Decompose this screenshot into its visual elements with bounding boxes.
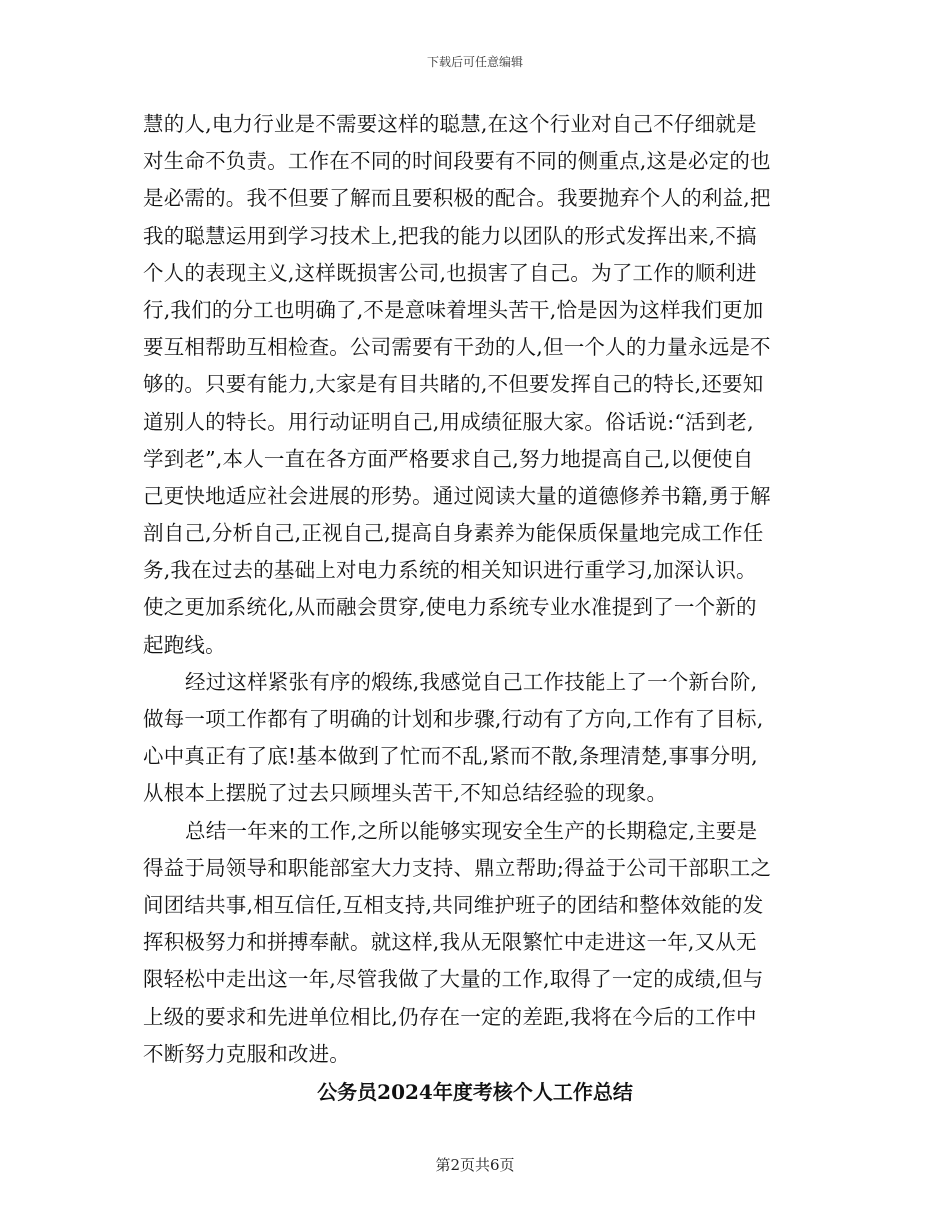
text-line: 慧的人,电力行业是不需要这样的聪慧,在这个行业对自己不仔细就是 (143, 112, 757, 136)
text-line: 个人的表现主义,这样既损害公司,也损害了自己。为了工作的顺利进 (143, 260, 757, 285)
text-line: 限轻松中走出这一年,尽管我做了大量的工作,取得了一定的成绩,但与 (143, 967, 764, 992)
text-line: 挥积极努力和拼搏奉献。就这样,我从无限繁忙中走进这一年,又从无 (143, 930, 757, 955)
text-line: 剖自己,分析自己,正视自己,提高自身素养为能保质保量地完成工作任 (143, 521, 764, 546)
text-line: 经过这样紧张有序的煅练,我感觉自己工作技能上了一个新台阶, (185, 669, 758, 694)
text-line: 对生命不负责。工作在不同的时间段要有不同的侧重点,这是必定的也 (143, 149, 771, 174)
text-line: 要互相帮助互相检查。公司需要有干劲的人,但一个人的力量永远是不 (143, 335, 771, 360)
text-line: 起跑线。 (143, 632, 226, 657)
text-line: 上级的要求和先进单位相比,仍存在一定的差距,我将在今后的工作中 (143, 1004, 757, 1029)
text-line: 从根本上摆脱了过去只顾埋头苦干,不知总结经验的现象。 (143, 781, 668, 806)
text-line: 间团结共事,相互信任,互相支持,共同维护班子的团结和整体效能的发 (143, 892, 764, 917)
text-line: 己更快地适应社会进展的形势。通过阅读大量的道德修养书籍,勇于解 (143, 483, 771, 508)
text-line: 我的聪慧运用到学习技术上,把我的能力以团队的形式发挥出来,不搞 (143, 223, 757, 248)
text-line: 心中真正有了底!基本做到了忙而不乱,紧而不散,条理清楚,事事分明, (143, 744, 758, 769)
section-title: 公务员2024年度考核个人工作总结 (317, 1080, 633, 1104)
text-line: 行,我们的分工也明确了,不是意味着埋头苦干,恰是因为这样我们更加 (143, 297, 764, 322)
text-line: 得益于局领导和职能部室大力支持、鼎立帮助;得益于公司干部职工之 (143, 855, 772, 880)
text-line: 道别人的特长。用行动证明自己,用成绩征服大家。俗话说:“活到老, (143, 409, 754, 434)
page-footer: 第2页共6页 (435, 1156, 515, 1174)
page-header: 下载后可任意编辑 (426, 55, 523, 69)
text-line: 总结一年来的工作,之所以能够实现安全生产的长期稳定,主要是 (185, 818, 758, 843)
text-line: 务,我在过去的基础上对电力系统的相关知识进行重学习,加深认识。 (143, 558, 757, 583)
document-body (143, 106, 811, 1073)
text-line: 是必需的。我不但要了解而且要积极的配合。我要抛弃个人的利益,把 (143, 186, 771, 211)
text-line: 不断努力克服和改进。 (143, 1041, 350, 1066)
text-line: 够的。只要有能力,大家是有目共睹的,不但要发挥自己的特长,还要知 (143, 372, 764, 397)
text-line: 做每一项工作都有了明确的计划和步骤,行动有了方向,工作有了目标, (143, 707, 764, 731)
text-line: 学到老”,本人一直在各方面严格要求自己,努力地提高自己,以便使自 (143, 446, 754, 471)
text-line: 使之更加系统化,从而融会贯穿,使电力系统专业水准提到了一个新的 (143, 595, 757, 620)
